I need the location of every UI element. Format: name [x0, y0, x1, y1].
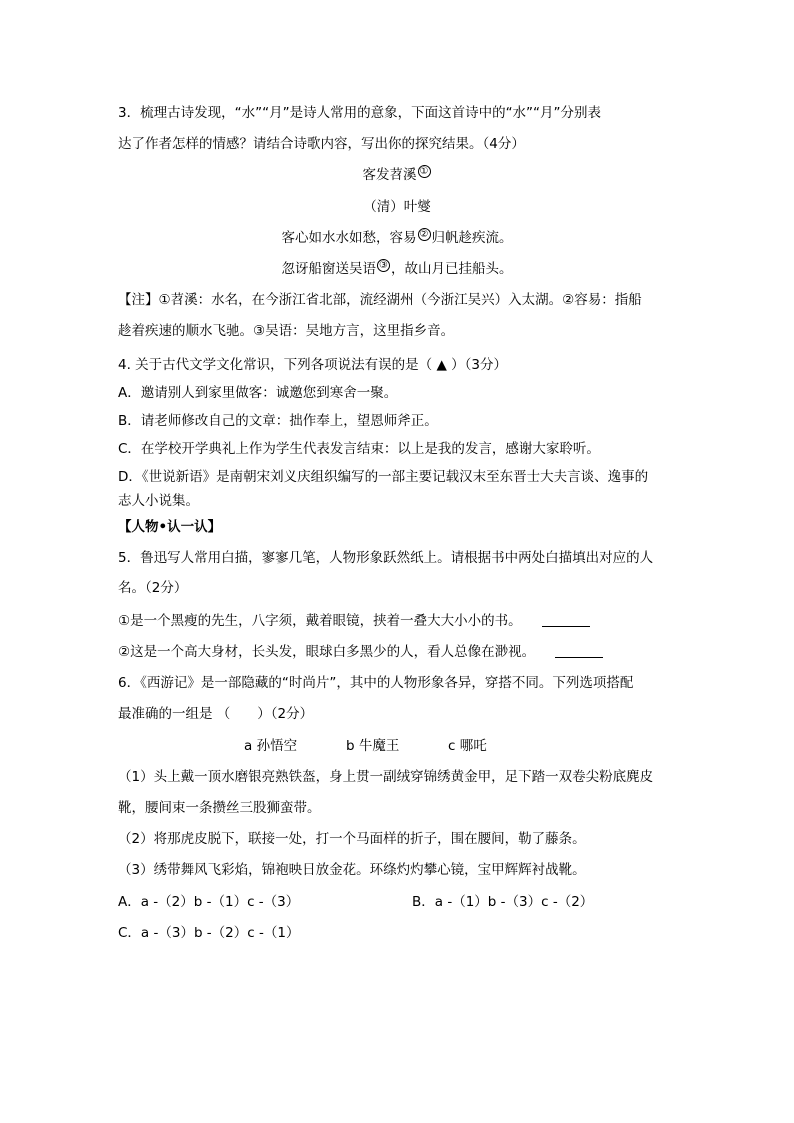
footnote-marker-1: ①	[418, 165, 431, 178]
footnote-marker-3: ③	[377, 259, 390, 272]
poem-line-1-part-a: 客心如水水如愁，容易	[281, 230, 417, 246]
character-c: c 哪吒	[448, 738, 487, 754]
q5-stem-line1: 5．鲁迅写人常用白描，寥寥几笔，人物形象跃然纸上。请根据书中两处白描填出对应的人	[118, 550, 654, 566]
q5-item-1	[118, 611, 590, 631]
q4-option-c: C．在学校开学典礼上作为学生代表发言结束：以上是我的发言，感谢大家聆听。	[118, 441, 600, 457]
character-b: b 牛魔王	[346, 738, 400, 754]
q4-option-a: A．邀请别人到家里做客：诚邀您到寒舍一聚。	[118, 385, 398, 401]
poem-line-1	[0, 228, 794, 248]
q5-item-2	[118, 642, 603, 662]
q4-option-d-line2: 志人小说集。	[118, 493, 199, 509]
character-a: a 孙悟空	[244, 738, 298, 754]
poem-line-2-part-a: 忽讶船窗送吴语	[281, 261, 376, 277]
q4-stem: 4. 关于古代文学文化常识，下列各项说法有误的是（ ▲ ）（3分）	[118, 357, 507, 373]
answer-blank-1[interactable]	[542, 612, 590, 627]
q3-stem-line1: 3．梳理古诗发现，“水”“月”是诗人常用的意象，下面这首诗中的“水”“月”分别表	[118, 105, 602, 121]
q6-option-a: A．a -（2）b -（1）c -（3）	[118, 894, 300, 910]
q5-item-1-text: ①是一个黑瘦的先生，八字须，戴着眼镜，挟着一叠大大小小的书。	[118, 613, 522, 629]
poem-line-1-part-b: 归帆趁疾流。	[431, 230, 513, 246]
poem-author: （清）叶燮	[363, 199, 431, 215]
q6-stem-line2: 最准确的一组是 （ ）（2分）	[118, 706, 314, 722]
poem-note-line1: 【注】①苕溪：水名，在今浙江省北部，流经湖州（今浙江吴兴）入太湖。②容易：指船	[118, 292, 642, 308]
q6-option-b: B．a -（1）b -（3）c -（2）	[412, 894, 594, 910]
poem-title-text: 客发苕溪	[362, 167, 417, 183]
section-heading: 【人物•认一认】	[118, 519, 222, 535]
q6-desc-2: （2）将那虎皮脱下，联接一处，打一个马面样的折子，围在腰间，勒了藤条。	[118, 831, 586, 847]
footnote-marker-2: ②	[418, 228, 431, 241]
poem-line-2-part-b: ，故山月已挂船头。	[391, 261, 513, 277]
q3-stem-line2: 达了作者怎样的情感？请结合诗歌内容，写出你的探究结果。（4分）	[118, 136, 525, 152]
poem-note-line2: 趁着疾速的顺水飞驰。③吴语：吴地方言，这里指乡音。	[118, 323, 455, 339]
poem-title	[0, 165, 794, 185]
q6-stem-line1: 6．《西游记》是一部隐藏的“时尚片”，其中的人物形象各异，穿搭不同。下列选项搭配	[118, 675, 634, 691]
q6-desc-3: （3）绣带舞风飞彩焰，锦袍映日放金花。环绦灼灼攀心镜，宝甲辉辉衬战靴。	[118, 862, 586, 878]
q6-desc-1-line1: （1）头上戴一顶水磨银亮熟铁盔，身上贯一副绒穿锦绣黄金甲，足下踏一双卷尖粉底麂皮	[118, 769, 654, 785]
q6-option-c: C．a -（3）b -（2）c -（1）	[118, 925, 300, 941]
q4-option-b: B．请老师修改自己的文章：拙作奉上，望恩师斧正。	[118, 413, 438, 429]
q5-item-2-text: ②这是一个高大身材，长头发，眼球白多黑少的人，看人总像在渺视。	[118, 644, 536, 660]
q6-desc-1-line2: 靴，腰间束一条攒丝三股狮蛮带。	[118, 800, 321, 816]
answer-blank-2[interactable]	[555, 643, 603, 658]
q4-option-d-line1: D．《世说新语》是南朝宋刘义庆组织编写的一部主要记载汉末至东晋士大夫言谈、逸事的	[118, 469, 649, 485]
poem-line-2	[0, 259, 794, 279]
q5-stem-line2: 名。（2分）	[118, 580, 188, 596]
